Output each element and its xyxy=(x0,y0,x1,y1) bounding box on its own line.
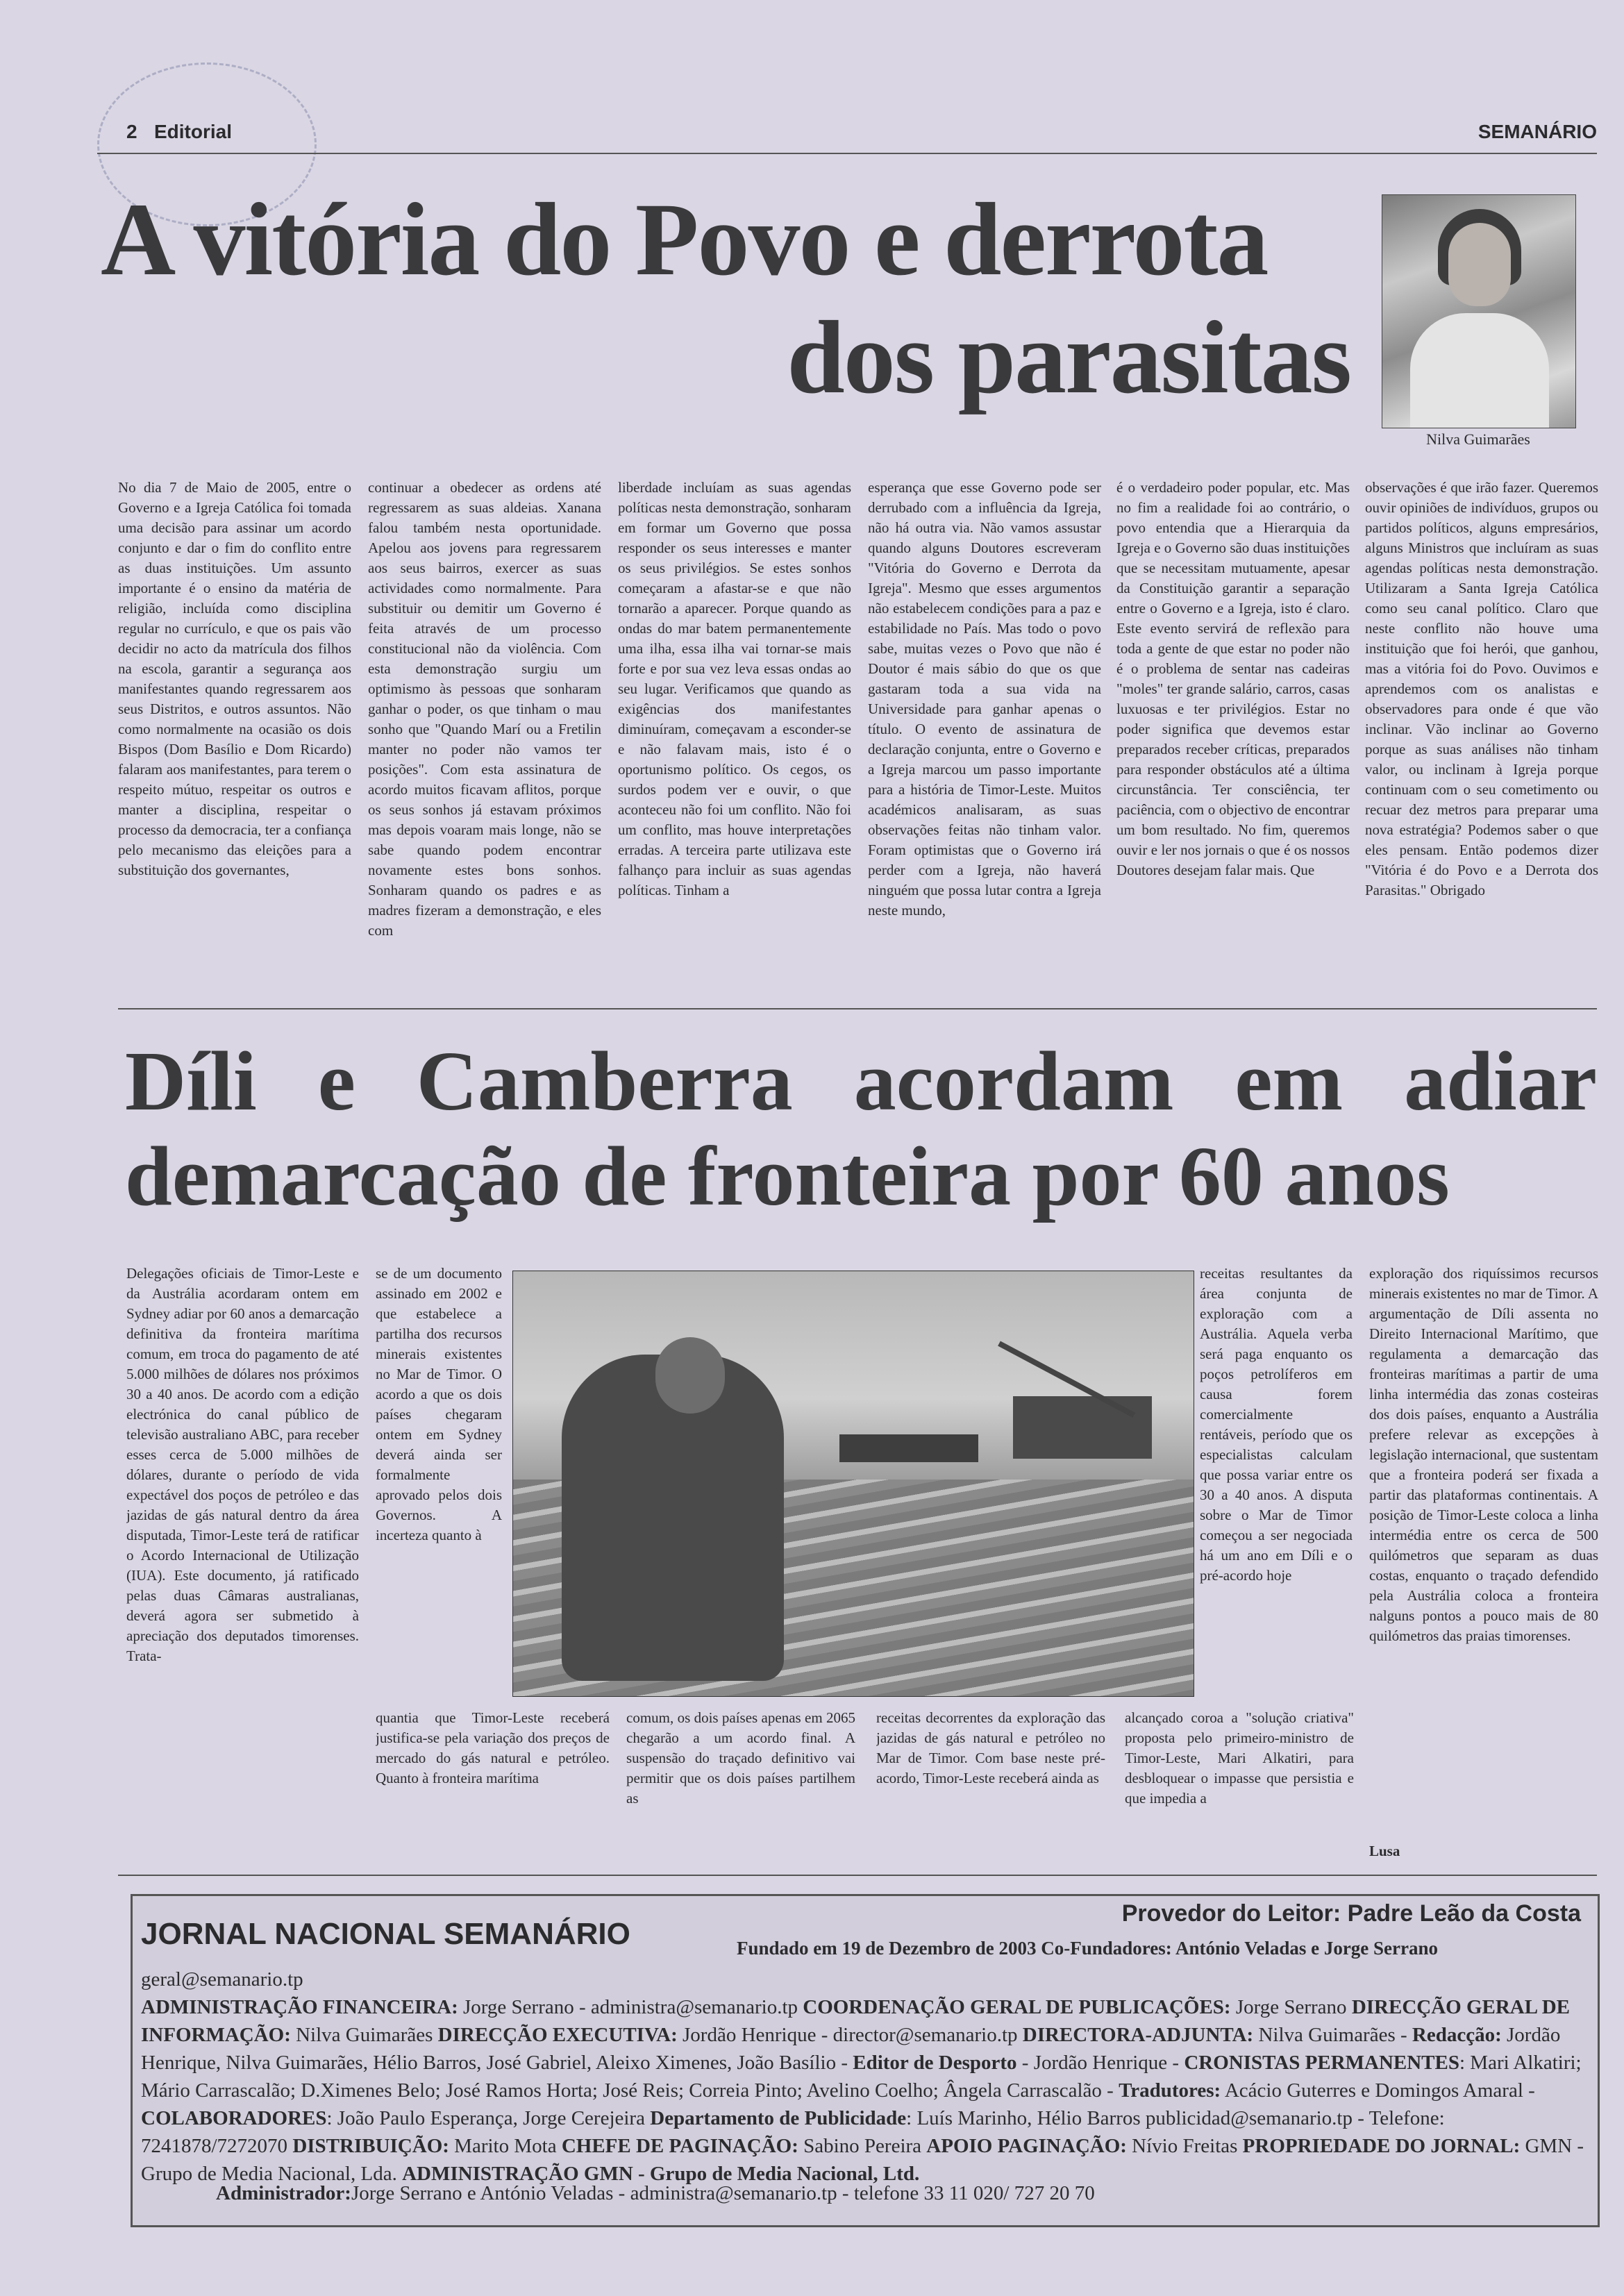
headline2-word: em xyxy=(1234,1034,1343,1128)
news-column-3-bottom: comum, os dois países apenas em 2065 chegarão a um acordo final. A suspensão do traçado definitivo vai permitir que os dois países partilhem as xyxy=(626,1709,855,1807)
credit-value: : Mari Alkatiri; Mário Carrascalão; D.Ximenes Belo; José Ramos Horta; José Reis; Correia Pinto; Avelino Coelho; Ângela Carrascalão - xyxy=(141,2052,1582,2102)
credit-value: Nívio Freitas xyxy=(1126,2135,1243,2157)
credit-value: Sabino Pereira xyxy=(798,2135,927,2157)
masthead-credits xyxy=(141,1966,1589,2188)
editorial-headline xyxy=(101,182,1350,415)
page-header xyxy=(97,117,1597,154)
photo-body xyxy=(1410,313,1549,428)
credit-value: - Jordão Henrique - xyxy=(1016,2052,1184,2074)
masthead-box xyxy=(131,1894,1600,2227)
newspaper-name: SEMANÁRIO xyxy=(1477,121,1597,142)
editorial-column-5: é o verdadeiro poder popular, etc. Mas no fim a realidade foi ao contrário, o povo entendia que a Hierarquia da Igreja e o Governo são duas instituições que se necessitam mutuamente, apesar da Constituição garantir a separação entre o Governo e a Igreja, isto é claro. Este evento servirá de reflexão para toda a gente de que estar no poder não é o problema de sentar nas cadeiras "moles" ter grande salário, carros, casas luxuosas e ter privilégios. Estar no poder significa que devemos estar preparados receber críticas, preparados para responder obstáculos até a última circunstância. Ter consciência, ter paciência, com o objectivo de encontrar um bom resultado. No fim, queremos ouvir e ler nos jornais o que é os nossos Doutores desejam falar mais. Que xyxy=(1116,479,1350,878)
credit-label: Redacção: xyxy=(1412,2024,1502,2046)
headline2-line2: demarcação de fronteira por 60 anos xyxy=(125,1129,1450,1223)
credit-label: CRONISTAS PERMANENTES xyxy=(1184,2052,1459,2074)
news-column-5-top: receitas resultantes da área conjunta de exploração com a Austrália. Aquela verba será paga enquanto os poços petrolíferos em causa forem comercialmente rentáveis, período que os especialistas calculam que possa variar entre os 30 a 40 anos. A disputa sobre o Mar de Timor começou a ser negociada há um ano em Díli e o pré-acordo hoje xyxy=(1200,1265,1353,1584)
masthead-title: JORNAL NACIONAL SEMANÁRIO xyxy=(141,1917,630,1951)
credit-value: Jordão Henrique, Nilva Guimarães, Hélio Barros, José Gabriel, Aleixo Ximenes, João Basílio - xyxy=(141,2024,1561,2074)
reader-ombudsman: Provedor do Leitor: Padre Leão da Costa xyxy=(1121,1900,1581,1927)
article-divider xyxy=(118,1008,1597,1009)
section-name: Editorial xyxy=(154,121,233,142)
author-photo-caption: Nilva Guimarães xyxy=(1426,430,1530,448)
email-link[interactable]: geral@semanario.tp xyxy=(141,1968,303,1991)
news-headline xyxy=(125,1034,1597,1224)
administrator-line xyxy=(216,2182,1095,2205)
news-source: Lusa xyxy=(1369,1843,1400,1859)
credit-value: GMN - Grupo de Media Nacional, Lda. xyxy=(141,2135,1584,2185)
credit-value: : João Paulo Esperança, Jorge Cerejeira xyxy=(326,2107,651,2129)
photo-drilling-rig xyxy=(1013,1355,1152,1459)
news-column-2-top: se de um documento assinado em 2002 e que estabelece a partilha dos recursos minerais existentes no Mar de Timor. O acordo a que os dois países chegaram ontem em Sydney deverá ainda ser formalmente aprovado pelos dois Governos. A incerteza quanto à xyxy=(376,1265,502,1543)
credit-label: CHEFE DE PAGINAÇÃO: xyxy=(561,2135,798,2157)
headline2-word: e xyxy=(317,1034,355,1128)
headline-line1: A vitória do Povo e derrota xyxy=(101,182,1268,297)
credit-value: Jorge Serrano xyxy=(1230,1996,1352,2018)
credit-label: ADMINISTRAÇÃO GMN - Grupo de Media Nacional, Ltd. xyxy=(402,2163,920,2185)
credit-label: DIRECÇÃO EXECUTIVA: xyxy=(437,2024,678,2046)
credit-label: Departamento de Publicidade xyxy=(650,2107,907,2129)
page-number: 2 xyxy=(126,121,137,142)
news-column-1: Delegações oficiais de Timor-Leste e da Austrália acordaram ontem em Sydney adiar por 60 anos a demarcação definitiva da fronteira marítima comum, em troca do pagamento de até 5.000 milhões de dólares nos próximos 30 a 40 anos. De acordo com a edição electrónica do canal público de televisão australiano ABC, para receber esses cerca de 5.000 milhões de dólares, durante o período de vida expectável dos poços de petróleo e das jazidas de gás natural dentro da área disputada, Timor-Leste terá de ratificar o Acordo Internacional de Utilização (IUA). Este documento, já ratificado pelas duas Câmaras australianas, deverá agora ser submetido à apreciação dos deputados timorenses. Trata- xyxy=(126,1265,359,1664)
headline2-word: acordam xyxy=(853,1034,1174,1128)
boat-photo xyxy=(512,1271,1194,1697)
credit-value: Acácio Guterres e Domingos Amaral - xyxy=(1221,2079,1535,2102)
credit-value: Jorge Serrano - administra@semanario.tp xyxy=(458,1996,803,2018)
credit-label: APOIO PAGINAÇÃO: xyxy=(926,2135,1127,2157)
credit-value: Jordão Henrique - director@semanario.tp xyxy=(677,2024,1023,2046)
photo-face xyxy=(1448,223,1511,306)
footer-divider xyxy=(118,1875,1597,1876)
credit-label: Editor de Desporto xyxy=(853,2052,1017,2074)
editorial-column-4: esperança que esse Governo pode ser derrubado com a influência da Igreja, não há outra via. Não vamos assustar quando alguns Doutores escreveram "Vitória do Governo e Derrota da Igreja". Mesmo que esses argumentos não estabelecem condições para a paz e estabilidade no País. Mas todo o povo sabe, muitas vezes o Povo que não é Doutor é mais sábio do que os que gastaram toda a sua vida na Universidade para ganhar apenas o título. O evento de assinatura de declaração conjunta, entre o Governo e a Igreja marcou um passo importante para a história de Timor-Leste. Muitos académicos analisaram, as suas observações feitas não tinham valor. Foram optimistas que o Governo irá perder com a Igreja, não haverá ninguém que possa lutar contra a Igreja neste mundo, xyxy=(868,479,1101,919)
headline-line2: dos parasitas xyxy=(787,300,1350,415)
news-column-6: exploração dos riquíssimos recursos minerais existentes no mar de Timor. A argumentação de Díli assenta no Direito Internacional Marítimo, que regulamenta a demarcação das fronteiras marítimas a partir de uma linha intermédia das zonas costeiras dos dois países, enquanto a Austrália prefere relevar as excepções à legislação internacional, que sustentam que a fronteira poderá ser fixada a partir das plataformas continentais. A posição de Timor-Leste coloca a linha intermédia entre os cerca de 500 quilómetros que separam as duas costas, enquanto o traçado defendido pela Austrália coloca a fronteira nalguns pontos a pouco mais de 80 quilómetros das praias timorenses. xyxy=(1369,1265,1598,1644)
credit-value: Marito Mota xyxy=(449,2135,562,2157)
credit-label: DIRECTORA-ADJUNTA: xyxy=(1022,2024,1254,2046)
credit-label: Tradutores: xyxy=(1119,2079,1221,2102)
credit-label: COLABORADORES xyxy=(141,2107,327,2129)
photo-ship xyxy=(839,1434,978,1462)
founding-info: Fundado em 19 de Dezembro de 2003 Co-Fundadores: António Veladas e Jorge Serrano xyxy=(737,1938,1439,1959)
credit-label: DIRECÇÃO GERAL DE INFORMAÇÃO: xyxy=(141,1996,1571,2046)
author-photo xyxy=(1382,194,1576,428)
editorial-column-3: liberdade incluíam as suas agendas políticas nesta demonstração, sonharam em formar um Governo que possa responder os seus interesses e manter os seus privilégios. Se estes sonhos começaram a afastar-se e que não tornarão a aparecer. Porque quando as ondas do mar batem permanentemente uma ilha, essa ilha vai tornar-se mais forte e por sua vez leva essas ondas ao seu lugar. Verificamos que quando as exigências dos manifestantes diminuíram, começavam a esconder-se e não falavam mais, isto é o oportunismo político. Os cegos, os surdos podem ver e ouvir, o que aconteceu não foi um conflito. Não foi um conflito, mas houve interpretações erradas. A terceira parte utilizava este falhanço para incluir as suas agendas políticas. Tinham a xyxy=(618,479,851,898)
credit-value: Nilva Guimarães - xyxy=(1253,2024,1412,2046)
editorial-column-2: continuar a obedecer as ordens até regressarem as suas aldeias. Xanana falou também nesta oportunidade. Apelou aos jovens para regressarem aos seus bairros, exercer as suas actividades como normalmente. Para substituir ou demitir um Governo é feita através de um processo constitucional não da violência. Com esta demonstração surgiu um optimismo às pessoas que sonharam ganhar o poder, os que tinham o mau sonho que "Quando Marí ou a Fretilin manter no poder não vamos ter posições". Com esta assinatura de acordo muitos ficavam aflitos, porque os seus sonhos já estavam próximos mas depois voaram mais longe, não se sabe quando podem encontrar novamente estes bons sonhos. Sonharam quando os padres e as madres fizeram a demonstração, e eles com xyxy=(368,479,601,939)
news-column-4-bottom: receitas decorrentes da exploração das jazidas de gás natural e petróleo no Mar de Timor. Com base neste pré-acordo, Timor-Leste receberá ainda as xyxy=(876,1709,1105,1786)
editorial-column-1: No dia 7 de Maio de 2005, entre o Governo e a Igreja Católica foi tomada uma decisão para assinar um acordo conjunto e dar o fim do conflito entre as duas instituições. Um assunto importante é o ensino da matéria de religião, incluída como disciplina regular no currículo, e que os pais vão decidir no acto da matrícula dos filhos na escola, garantir a segurança aos manifestantes quando regressarem aos seus Distritos, e outros assuntos. Não como normalmente na ocasião os dois Bispos (Dom Basílio e Dom Ricardo) falaram aos manifestantes, para terem o respeito mútuo, respeitar os outros e manter a disciplina, respeitar o processo da democracia, ter a confiança pelo mecanismo das eleições para a substituição dos governantes, xyxy=(118,479,351,878)
credit-value: Jorge Serrano e António Veladas - administra@semanario.tp - telefone 33 11 020/ 727 20 70 xyxy=(351,2182,1095,2204)
credit-value: Nilva Guimarães xyxy=(290,2024,438,2046)
credit-value: : Luís Marinho, Hélio Barros publicidad@semanario.tp - Telefone: 7241878/7272070 xyxy=(141,2107,1445,2157)
news-column-2-bottom: quantia que Timor-Leste receberá justifica-se pela variação dos preços de mercado do gás natural e petróleo. Quanto à fronteira marítima xyxy=(376,1709,610,1786)
credit-label: ADMINISTRAÇÃO FINANCEIRA: xyxy=(141,1996,458,2018)
editorial-column-6: observações é que irão fazer. Queremos ouvir opiniões de indivíduos, grupos ou partidos políticos, alguns empresários, alguns Ministros que incluíram as suas agendas políticas nesta demonstração. Utilizaram a Santa Igreja Católica como seu canal político. Claro que neste conflito não houve uma instituição que foi herói, que ganhou, mas a vitória foi do Povo. Ouvimos e aprendemos com os analistas e observadores para onde é que vão inclinar. Vão inclinar ao Governo porque as suas análises não tinham valor, ou inclinam à Igreja porque continuam com o seu cometimento ou recuar dez metros para preparar uma nova estratégia? Podemos saber o que eles pensam. Então podemos dizer "Vitória é do Povo e a Derrota dos Parasitas." Obrigado xyxy=(1365,479,1598,898)
headline2-line1 xyxy=(125,1034,1597,1130)
credit-label: Administrador: xyxy=(216,2182,351,2204)
credit-label: PROPRIEDADE DO JORNAL: xyxy=(1242,2135,1521,2157)
news-column-5-bottom: alcançado coroa a "solução criativa" proposta pelo primeiro-ministro de Timor-Leste, Mari Alkatiri, para desbloquear o impasse que persistia e que impedia a xyxy=(1125,1709,1354,1807)
credit-label: DISTRIBUIÇÃO: xyxy=(292,2135,449,2157)
headline2-word: Díli xyxy=(125,1034,257,1128)
photo-man-head xyxy=(655,1337,725,1414)
headline2-word: Camberra xyxy=(416,1034,793,1128)
credit-label: COORDENAÇÃO GERAL DE PUBLICAÇÕES: xyxy=(803,1996,1231,2018)
headline2-word: adiar xyxy=(1404,1034,1597,1128)
